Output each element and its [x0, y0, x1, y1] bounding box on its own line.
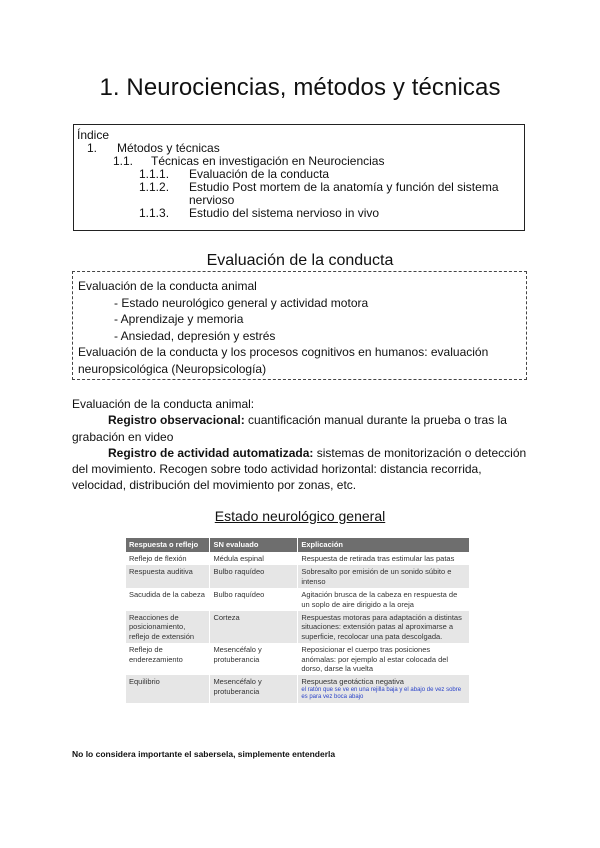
table-cell: Corteza: [210, 611, 298, 643]
table-cell: Mesencéfalo y protuberancia: [210, 643, 298, 675]
column-header: SN evaluado: [210, 538, 298, 552]
table-cell: Mesencéfalo y protuberancia: [210, 675, 298, 702]
term-bold: Registro observacional:: [108, 413, 245, 428]
column-header: Explicación: [298, 538, 470, 552]
term-bold: Registro de actividad automatizada:: [108, 445, 314, 460]
definition-text: cuantificación manual durante la prueba o tras la grabación en video: [72, 413, 507, 444]
table-cell: Bulbo raquídeo: [210, 565, 298, 588]
toc-entry-number: 1.: [87, 141, 98, 155]
table-cell: Sobresalto por emisión de un sonido súbito e intenso: [298, 565, 470, 588]
table-row: [126, 643, 470, 675]
toc-entry-number: 1.1.3.: [139, 206, 170, 220]
automated-paragraph: [72, 445, 528, 494]
table-cell: Respuesta de retirada tras estimular las patas: [298, 552, 470, 565]
table-cell: [298, 675, 470, 702]
table-cell: Respuesta auditiva: [126, 565, 210, 588]
table-row: [126, 611, 470, 643]
table-cell: Bulbo raquídeo: [210, 588, 298, 611]
summary-box: [72, 271, 527, 380]
table-cell: Reacciones de posicionamiento, reflejo de extensión: [126, 611, 210, 643]
table-row: [126, 552, 470, 565]
body-text: [72, 396, 528, 494]
summary-line: Evaluación de la conducta y los procesos cognitivos en humanos: evaluación neuropsicológica (Neuropsicología): [78, 345, 489, 376]
summary-list-item: - Estado neurológico general y actividad motora: [78, 295, 522, 312]
summary-line: Evaluación de la conducta animal: [78, 279, 257, 293]
definition-text: sistemas de monitorización o detección del movimiento. Recogen sobre todo actividad horizontal: distancia recorrida, velocidad, distribución del movimiento por zonas, etc.: [72, 445, 527, 493]
toc-entry-text: Estudio Post mortem de la anatomía y función del sistema nervioso: [189, 180, 499, 207]
table-row: [126, 588, 470, 611]
observational-paragraph: [72, 412, 528, 445]
toc-entry[interactable]: [77, 181, 520, 207]
toc-heading: Índice: [77, 128, 110, 142]
table-header-row: [126, 538, 470, 552]
toc-entry-number: 1.1.2.: [139, 180, 170, 194]
toc-entry-text: Métodos y técnicas: [117, 141, 220, 155]
toc-entry[interactable]: [77, 207, 520, 220]
handwritten-note: el ratón que se ve en una rejilla baja y el abajo de vez sobre es para vez boca abajo: [301, 686, 462, 700]
page-title: 1. Neurociencias, métodos y técnicas: [99, 74, 501, 101]
table-heading: Estado neurológico general: [214, 508, 386, 524]
table-cell: Reposicionar el cuerpo tras posiciones anómalas: por ejemplo al estar colocada del dorso, darse la vuelta: [298, 643, 470, 675]
intro-paragraph: Evaluación de la conducta animal:: [72, 397, 255, 411]
toc-entry-text: Técnicas en investigación en Neurociencias: [151, 154, 385, 168]
cell-text: Respuesta geotáctica negativa: [301, 677, 404, 687]
column-header: Respuesta o reflejo: [126, 538, 210, 552]
toc-entry-text: Evaluación de la conducta: [189, 167, 330, 181]
reflex-table: [126, 538, 470, 703]
table-cell: Sacudida de la cabeza: [126, 588, 210, 611]
summary-list-item: - Aprendizaje y memoria: [78, 311, 522, 328]
table-cell: Equilibrio: [126, 675, 210, 702]
table-row: [126, 675, 470, 702]
table-cell: Respuestas motoras para adaptación a distintas situaciones: extensión patas al aproximarse a superficie, recolocar una pata descolgada.: [298, 611, 470, 643]
footer-note: No lo considera importante el sabersela, simplemente entenderla: [72, 749, 336, 759]
table-row: [126, 565, 470, 588]
table-cell: Agitación brusca de la cabeza en respuesta de un soplo de aire dirigido a la oreja: [298, 588, 470, 611]
table-cell: Reflejo de enderezamiento: [126, 643, 210, 675]
table-cell: Reflejo de flexión: [126, 552, 210, 565]
toc-entry-text: Estudio del sistema nervioso in vivo: [189, 206, 380, 220]
summary-list-item: - Ansiedad, depresión y estrés: [78, 328, 522, 345]
toc-entry-number: 1.1.1.: [139, 167, 170, 181]
section-heading: Evaluación de la conducta: [206, 252, 394, 269]
table-cell: Médula espinal: [210, 552, 298, 565]
toc-entry-number: 1.1.: [113, 154, 134, 168]
table-of-contents: [73, 124, 525, 231]
